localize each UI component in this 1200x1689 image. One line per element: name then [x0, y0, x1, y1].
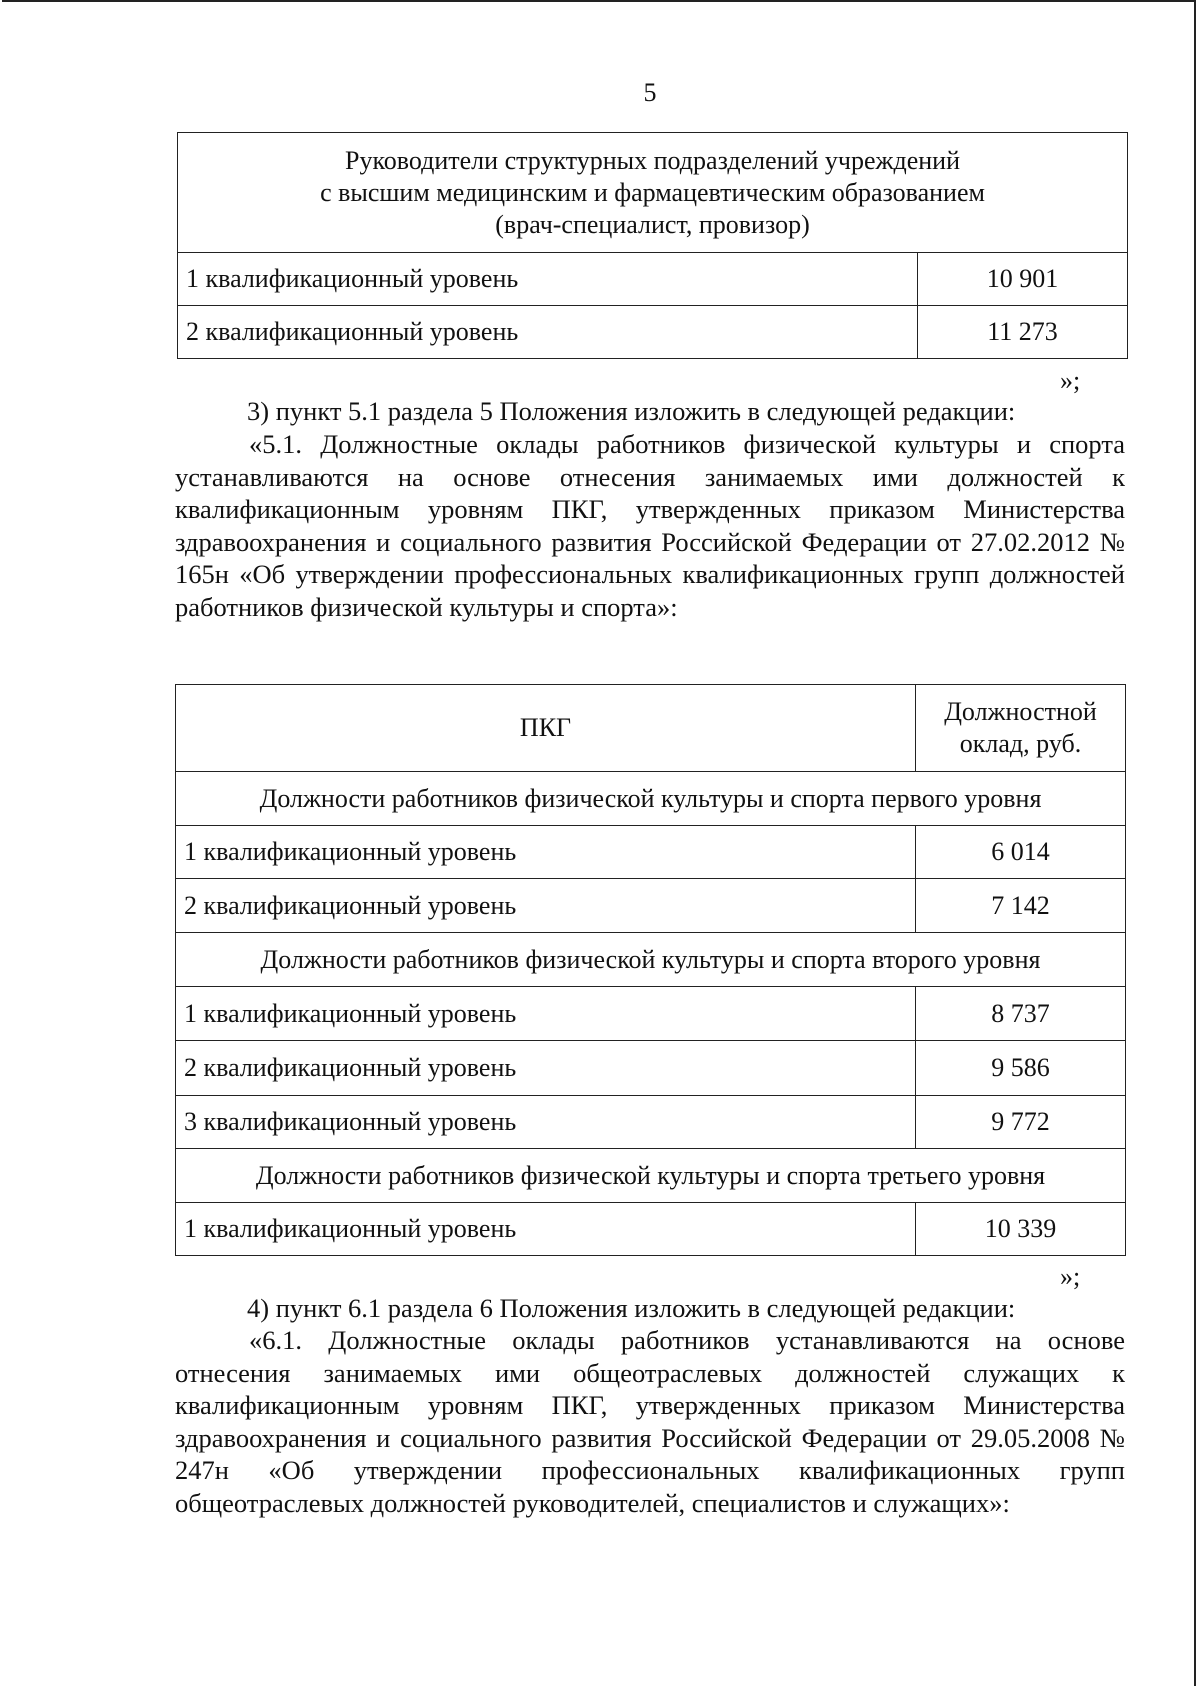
- group-header-line: Руководители структурных подразделений учреждений: [345, 145, 960, 175]
- group-title-row: [176, 933, 1126, 987]
- level-cell: 2 квалификационный уровень: [176, 879, 916, 933]
- level-cell: 1 квалификационный уровень: [176, 1203, 916, 1256]
- group-title-row: [176, 772, 1126, 826]
- group-title-row: [176, 1149, 1126, 1203]
- salary-cell: 6 014: [916, 826, 1126, 879]
- level-cell: 1 квалификационный уровень: [176, 826, 916, 879]
- group-title: Должности работников физической культуры и спорта третьего уровня: [176, 1149, 1126, 1203]
- table-row: [176, 1203, 1126, 1256]
- table-sport-salaries: [175, 684, 1126, 1256]
- table-row: [176, 1096, 1126, 1149]
- salary-cell: 7 142: [916, 879, 1126, 933]
- table-row: [176, 987, 1126, 1041]
- closing-quote: »;: [1060, 1262, 1081, 1291]
- salary-cell: 11 273: [918, 306, 1128, 359]
- table-medical-heads: [177, 132, 1128, 359]
- section4-intro: 4) пункт 6.1 раздела 6 Положения изложить в следующей редакции:: [247, 1293, 1016, 1323]
- table-row: [178, 306, 1128, 359]
- section4-text: «6.1. Должностные оклады работников устанавливаются на основе отнесения занимаемых ими общеотраслевых должностей служащих к квалификационным уровням ПКГ, утвержденных приказом Министерства здравоохранения и социального развития Российской Федерации от 29.05.2008 № 247н «Об утверждении профессиональных квалификационных групп общеотраслевых должностей руководителей, специалистов и служащих»:: [175, 1325, 1125, 1518]
- group-header-line: с высшим медицинским и фармацевтическим образованием: [320, 177, 985, 207]
- section3-text: «5.1. Должностные оклады работников физической культуры и спорта устанавливаются на основе отнесения занимаемых ими должностей к квалификационным уровням ПКГ, утвержденных приказом Министерства здравоохранения и социального развития Российской Федерации от 27.02.2012 № 165н «Об утверждении профессиональных квалификационных групп должностей работников физической культуры и спорта»:: [175, 429, 1125, 622]
- group-header-line: (врач-специалист, провизор): [495, 209, 810, 239]
- group-title: Должности работников физической культуры и спорта первого уровня: [176, 772, 1126, 826]
- level-cell: 2 квалификационный уровень: [176, 1041, 916, 1096]
- closing-quote: »;: [1060, 366, 1081, 395]
- salary-cell: 9 772: [916, 1096, 1126, 1149]
- table-group-header-row: [178, 133, 1128, 253]
- level-cell: 2 квалификационный уровень: [178, 306, 918, 359]
- table-row: [176, 826, 1126, 879]
- table-row: [176, 879, 1126, 933]
- salary-cell: 8 737: [916, 987, 1126, 1041]
- salary-cell: 9 586: [916, 1041, 1126, 1096]
- table-row: [178, 253, 1128, 306]
- salary-cell: 10 901: [918, 253, 1128, 306]
- group-title: Должности работников физической культуры и спорта второго уровня: [176, 933, 1126, 987]
- table-header-row: [176, 685, 1126, 772]
- level-cell: 1 квалификационный уровень: [178, 253, 918, 306]
- page-number: 5: [643, 78, 657, 107]
- salary-cell: 10 339: [916, 1203, 1126, 1256]
- level-cell: 3 квалификационный уровень: [176, 1096, 916, 1149]
- header-salary: Должностной оклад, руб.: [916, 685, 1126, 772]
- level-cell: 1 квалификационный уровень: [176, 987, 916, 1041]
- section3-intro: 3) пункт 5.1 раздела 5 Положения изложить в следующей редакции:: [247, 396, 1016, 426]
- header-pkg: ПКГ: [176, 685, 916, 772]
- table-row: [176, 1041, 1126, 1096]
- table-group-header: [178, 133, 1128, 253]
